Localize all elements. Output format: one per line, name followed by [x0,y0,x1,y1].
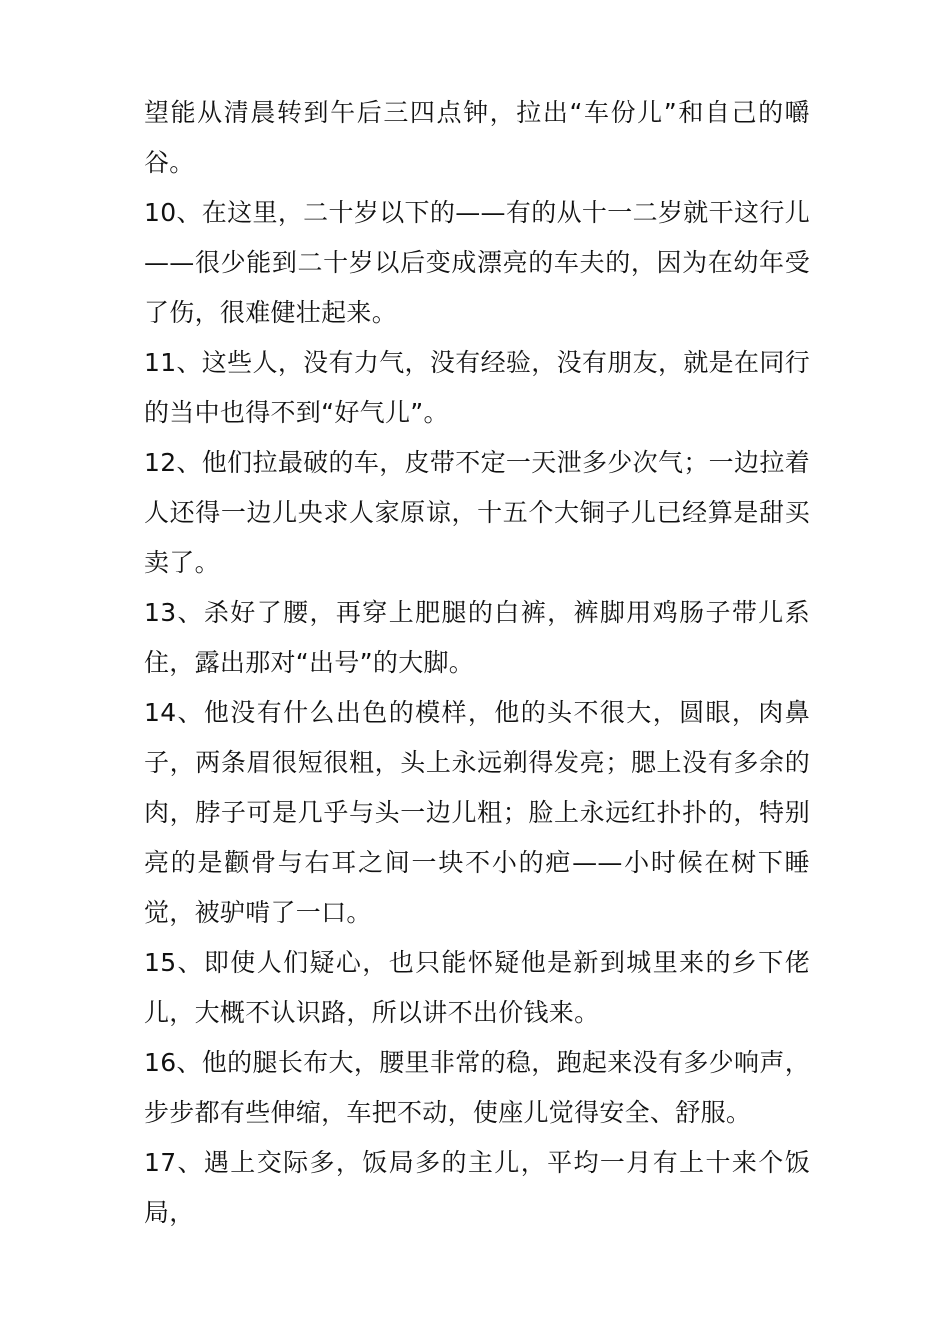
paragraph-15: 15、即使人们疑心，也只能怀疑他是新到城里来的乡下佬儿，大概不认识路，所以讲不出价钱来。 [144,948,810,1027]
paragraph-11: 11、这些人，没有力气，没有经验，没有朋友，就是在同行的当中也得不到“好气儿”。 [144,348,810,427]
paragraph-13: 13、杀好了腰，再穿上肥腿的白裤，裤脚用鸡肠子带儿系住，露出那对“出号”的大脚。 [144,598,810,677]
document-body [144,88,810,1238]
paragraph-17: 17、遇上交际多，饭局多的主儿，平均一月有上十来个饭局， [144,1148,810,1227]
paragraph-14: 14、他没有什么出色的模样，他的头不很大，圆眼，肉鼻子，两条眉很短很粗，头上永远剃得发亮；腮上没有多余的肉，脖子可是几乎与头一边儿粗；脸上永远红扑扑的，特别亮的是颧骨与右耳之间一块不小的疤——小时候在树下睡觉，被驴啃了一口。 [144,698,810,927]
paragraph-12: 12、他们拉最破的车，皮带不定一天泄多少次气；一边拉着人还得一边儿央求人家原谅，十五个大铜子儿已经算是甜买卖了。 [144,448,810,577]
paragraph-10: 10、在这里，二十岁以下的——有的从十一二岁就干这行儿——很少能到二十岁以后变成漂亮的车夫的，因为在幼年受了伤，很难健壮起来。 [144,198,810,327]
paragraph-16: 16、他的腿长布大，腰里非常的稳，跑起来没有多少响声，步步都有些伸缩，车把不动，使座儿觉得安全、舒服。 [144,1048,810,1127]
paragraph-continuation: 望能从清晨转到午后三四点钟，拉出“车份儿”和自己的嚼谷。 [144,98,810,177]
